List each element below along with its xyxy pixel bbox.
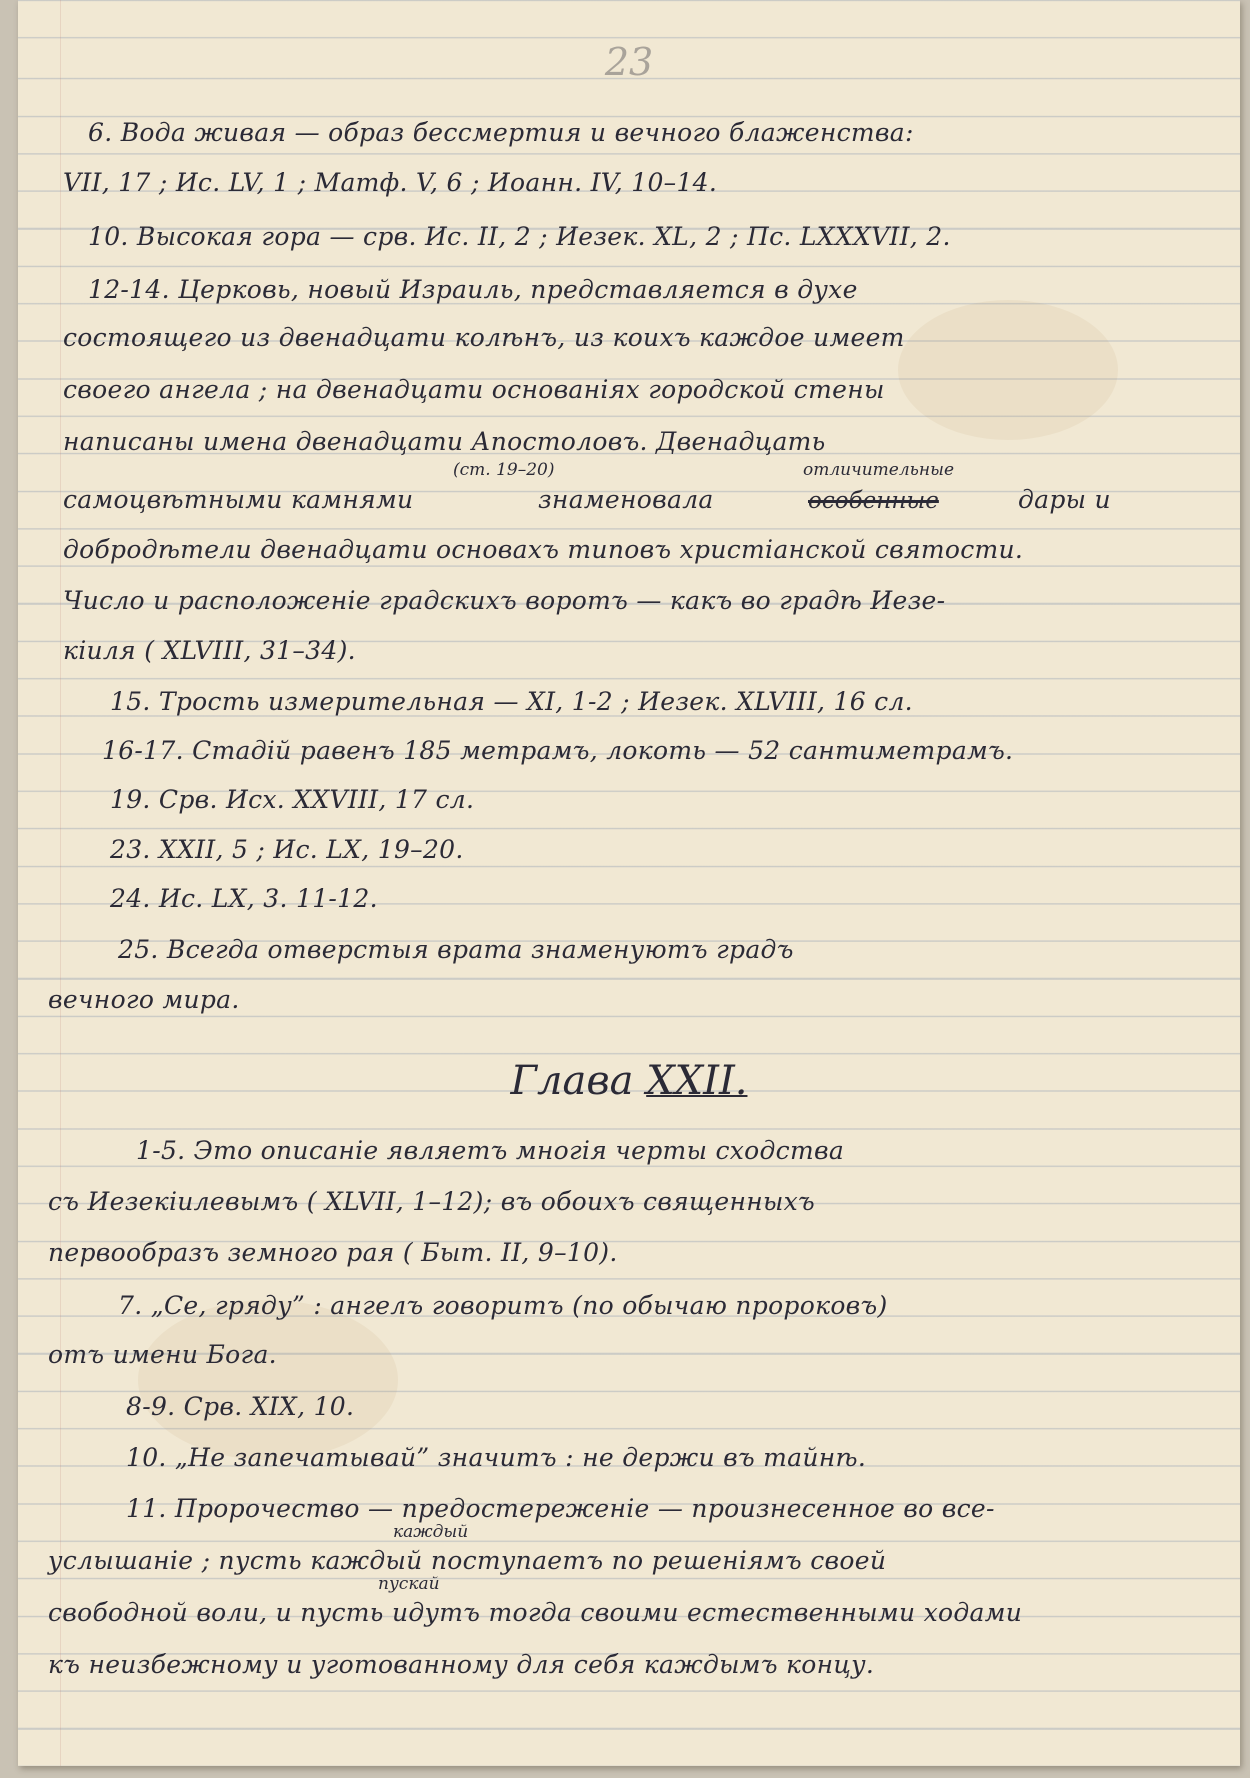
text-line: написаны имена двенадцати Апостоловъ. Двенадцать bbox=[63, 427, 826, 456]
text-line: отъ имени Бога. bbox=[48, 1340, 277, 1369]
page-number: 23 bbox=[604, 40, 654, 84]
text-line: 15. Трость измерительная — XI, 1-2 ; Иезек. XLVIII, 16 сл. bbox=[110, 687, 913, 716]
text-line: состоящего из двенадцати колѣнъ, из коихъ каждое имеет bbox=[63, 323, 905, 352]
text-line: 7. „Се, гряду” : ангелъ говоритъ (по обычаю пророковъ) bbox=[118, 1291, 888, 1320]
text-line: 10. Высокая гора — срв. Ис. II, 2 ; Иезек. XL, 2 ; Пс. LXXXVII, 2. bbox=[88, 222, 951, 251]
text-line: 11. Пророчество — предостереженіе — произнесенное во все- bbox=[126, 1494, 995, 1523]
text-line: 23. XXII, 5 ; Ис. LX, 19–20. bbox=[110, 835, 464, 864]
text-line: услышаніе ; пусть каждый поступаетъ по решеніямъ своей bbox=[48, 1546, 887, 1575]
text-line: 16-17. Стадій равенъ 185 метрамъ, локоть — 52 сантиметрамъ. bbox=[102, 736, 1014, 765]
paper-stain bbox=[138, 1300, 398, 1460]
text-line: съ Иезекіилевымъ ( XLVII, 1–12); въ обоихъ священныхъ bbox=[48, 1187, 816, 1216]
text-line: добродѣтели двенадцати основахъ типовъ христіанской святости. bbox=[63, 535, 1024, 564]
text-line: 6. Вода живая — образ бессмертия и вечного блаженства: bbox=[88, 118, 914, 147]
text-line: знаменовала bbox=[538, 485, 714, 514]
struck-word: особенные bbox=[808, 488, 939, 514]
text-line: своего ангела ; на двенадцати основаніях городской стены bbox=[63, 375, 885, 404]
text-line: 10. „Не запечатывай” значитъ : не держи въ тайнѣ. bbox=[126, 1443, 867, 1472]
chapter-heading-numeral: XXII. bbox=[646, 1058, 748, 1104]
paper-stain bbox=[898, 300, 1118, 440]
interlinear-insertion: (ст. 19–20) bbox=[453, 460, 555, 480]
interlinear-insertion: отличительные bbox=[803, 460, 955, 480]
chapter-heading-label: Глава bbox=[510, 1058, 634, 1104]
chapter-heading bbox=[18, 1058, 1240, 1104]
text-line: свободной воли, и пусть идутъ тогда своими естественными ходами bbox=[48, 1598, 1023, 1627]
text-line: 1-5. Это описаніе являетъ многія черты сходства bbox=[136, 1136, 845, 1165]
text-line: 24. Ис. LX, 3. 11-12. bbox=[110, 884, 378, 913]
interlinear-insertion: каждый bbox=[393, 1522, 469, 1542]
text-line: дары и bbox=[1018, 485, 1111, 514]
text-line: къ неизбежному и уготованному для себя каждымъ концу. bbox=[48, 1650, 875, 1679]
text-line: 19. Срв. Исх. XXVIII, 17 сл. bbox=[110, 785, 475, 814]
interlinear-insertion: пускай bbox=[378, 1574, 440, 1594]
text-line: вечного мира. bbox=[48, 985, 240, 1014]
text-line: самоцвѣтными камнями bbox=[63, 485, 414, 514]
text-line: Число и расположеніе градскихъ воротъ — какъ во градѣ Иезе- bbox=[63, 586, 946, 615]
text-line: кіиля ( XLVIII, 31–34). bbox=[63, 636, 356, 665]
text-line: VII, 17 ; Ис. LV, 1 ; Матф. V, 6 ; Иоанн. IV, 10–14. bbox=[63, 168, 718, 197]
margin-line bbox=[60, 0, 61, 1766]
text-line: 25. Всегда отверстыя врата знаменуютъ градъ bbox=[118, 935, 794, 964]
text-line: 12-14. Церковь, новый Израиль, представляется в духе bbox=[88, 275, 858, 304]
text-line: первообразъ земного рая ( Быт. II, 9–10). bbox=[48, 1238, 618, 1267]
notebook-page bbox=[18, 0, 1240, 1766]
text-line: 8-9. Срв. XIX, 10. bbox=[126, 1392, 355, 1421]
